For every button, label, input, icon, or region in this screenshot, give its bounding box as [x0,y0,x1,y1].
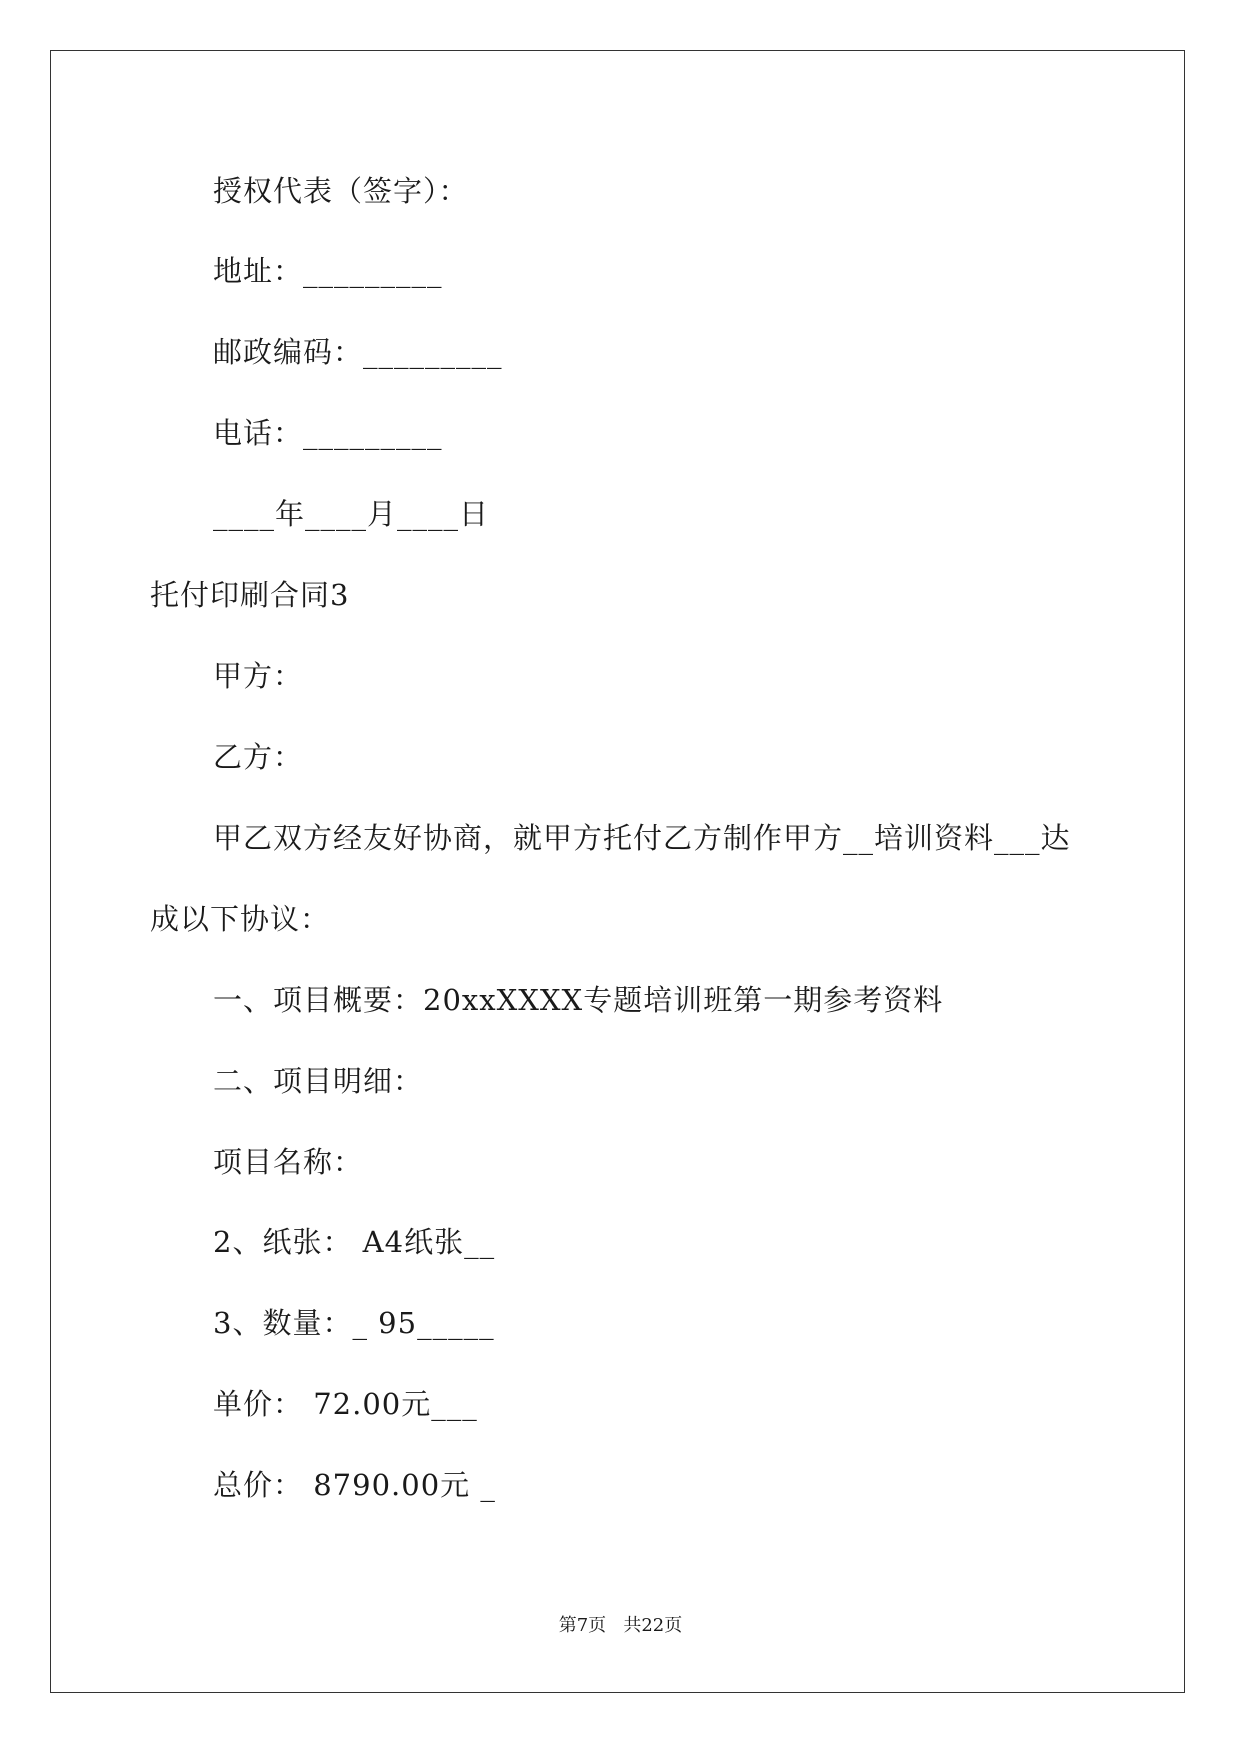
authorized-representative-line: 授权代表（签字）： [213,174,469,208]
page-number-footer: 第7页 共22页 [558,1615,683,1636]
date-line: ____年____月____日 [213,497,490,531]
party-a-line: 甲方： [213,659,304,693]
quantity-line: 3、数量：_ 95_____ [213,1306,495,1340]
project-summary-line: 一、项目概要：20xxXXXX专题培训班第一期参考资料 [213,983,944,1017]
phone-line: 电话：_________ [213,416,443,450]
project-name-line: 项目名称： [213,1145,364,1179]
section-heading: 托付印刷合同3 [150,578,350,612]
postal-code-line: 邮政编码：_________ [213,335,503,369]
unit-price-line: 单价： 72.00元___ [213,1387,478,1421]
project-details-heading: 二、项目明细： [213,1064,424,1098]
page-border [50,50,1185,1693]
agreement-paragraph-line-1: 甲乙双方经友好协商，就甲方托付乙方制作甲方__培训资料___达 [213,821,1071,855]
agreement-paragraph-line-2: 成以下协议： [150,902,331,936]
total-price-line: 总价： 8790.00元 _ [213,1468,496,1502]
address-line: 地址：_________ [213,254,443,288]
paper-line: 2、纸张： A4纸张__ [213,1225,496,1259]
party-b-line: 乙方： [213,740,304,774]
